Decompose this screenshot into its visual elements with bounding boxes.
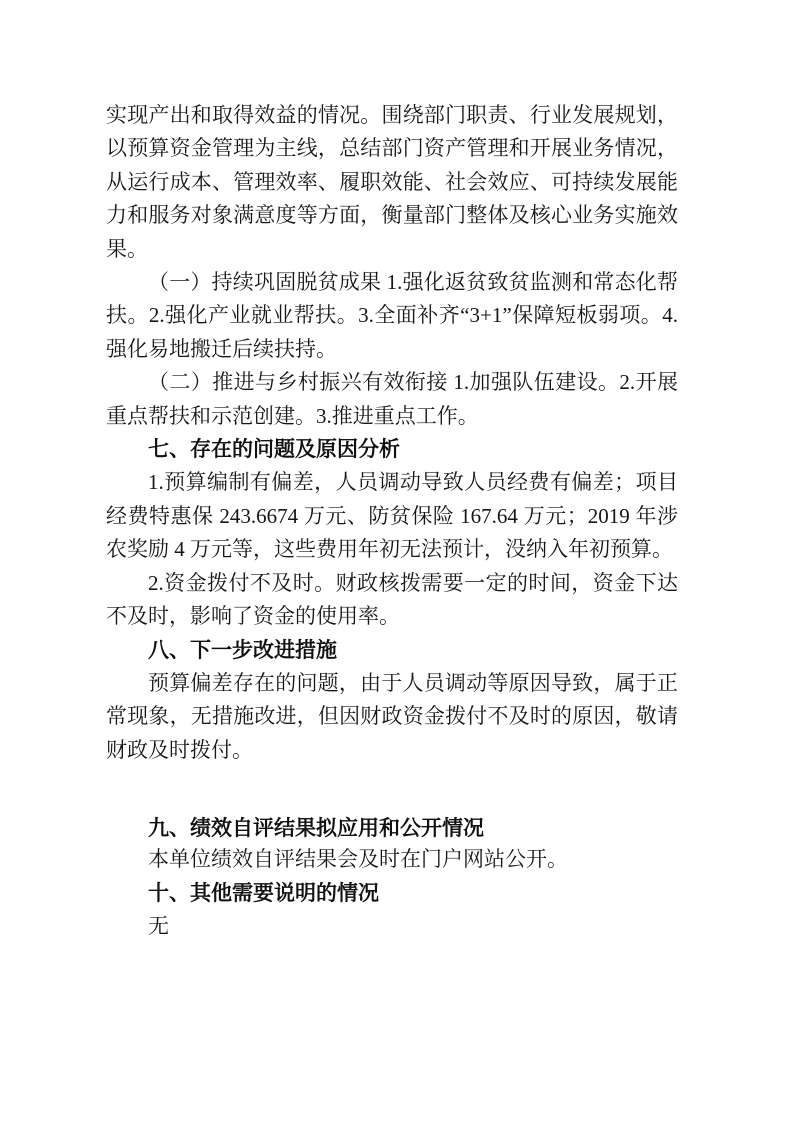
section-heading-seven-problems: 七、存在的问题及原因分析 — [148, 438, 400, 462]
paragraph-problem-budget-deviation: 1.预算编制有偏差，人员调动导致人员经费有偏差；项目经费特惠保 243.6674 万元、防贫保险 167.64 万元；2019 年涉农奖励 4 万元等，这些费用年初无法预计，没纳入年初预算。 — [106, 470, 678, 562]
paragraph-rural-revitalization: （二）推进与乡村振兴有效衔接 1.加强队伍建设。2.开展重点帮扶和示范创建。3.推进重点工作。 — [106, 370, 678, 428]
paragraph-problem-late-funding: 2.资金拨付不及时。财政核拨需要一定的时间，资金下达不及时，影响了资金的使用率。 — [106, 570, 678, 629]
paragraph-improvement-measures: 预算偏差存在的问题，由于人员调动等原因导致，属于正常现象，无措施改进，但因财政资金拨付不及时的原因，敬请财政及时拨付。 — [106, 670, 678, 762]
paragraph-overview-continuation: 实现产出和取得效益的情况。围绕部门职责、行业发展规划，以预算资金管理为主线，总结部门资产管理和开展业务情况，从运行成本、管理效率、履职效能、社会效应、可持续发展能力和服务对象满意度等方面，衡量部门整体及核心业务实施效果。 — [106, 103, 678, 261]
section-heading-eight-improvements: 八、下一步改进措施 — [148, 638, 337, 662]
section-heading-nine-publication: 九、绩效自评结果拟应用和公开情况 — [148, 817, 484, 841]
section-heading-ten-other-notes: 十、其他需要说明的情况 — [148, 882, 379, 906]
paragraph-other-notes-none: 无 — [148, 914, 169, 939]
page-content — [106, 99, 678, 941]
closing-section — [106, 814, 678, 941]
paragraph-publication-statement: 本单位绩效自评结果会及时在门户网站公开。 — [148, 847, 568, 872]
paragraph-consolidate-poverty-results: （一）持续巩固脱贫成果 1.强化返贫致贫监测和常态化帮扶。2.强化产业就业帮扶。3.全面补齐“3+1”保障短板弱项。4.强化易地搬迁后续扶持。 — [106, 270, 678, 361]
